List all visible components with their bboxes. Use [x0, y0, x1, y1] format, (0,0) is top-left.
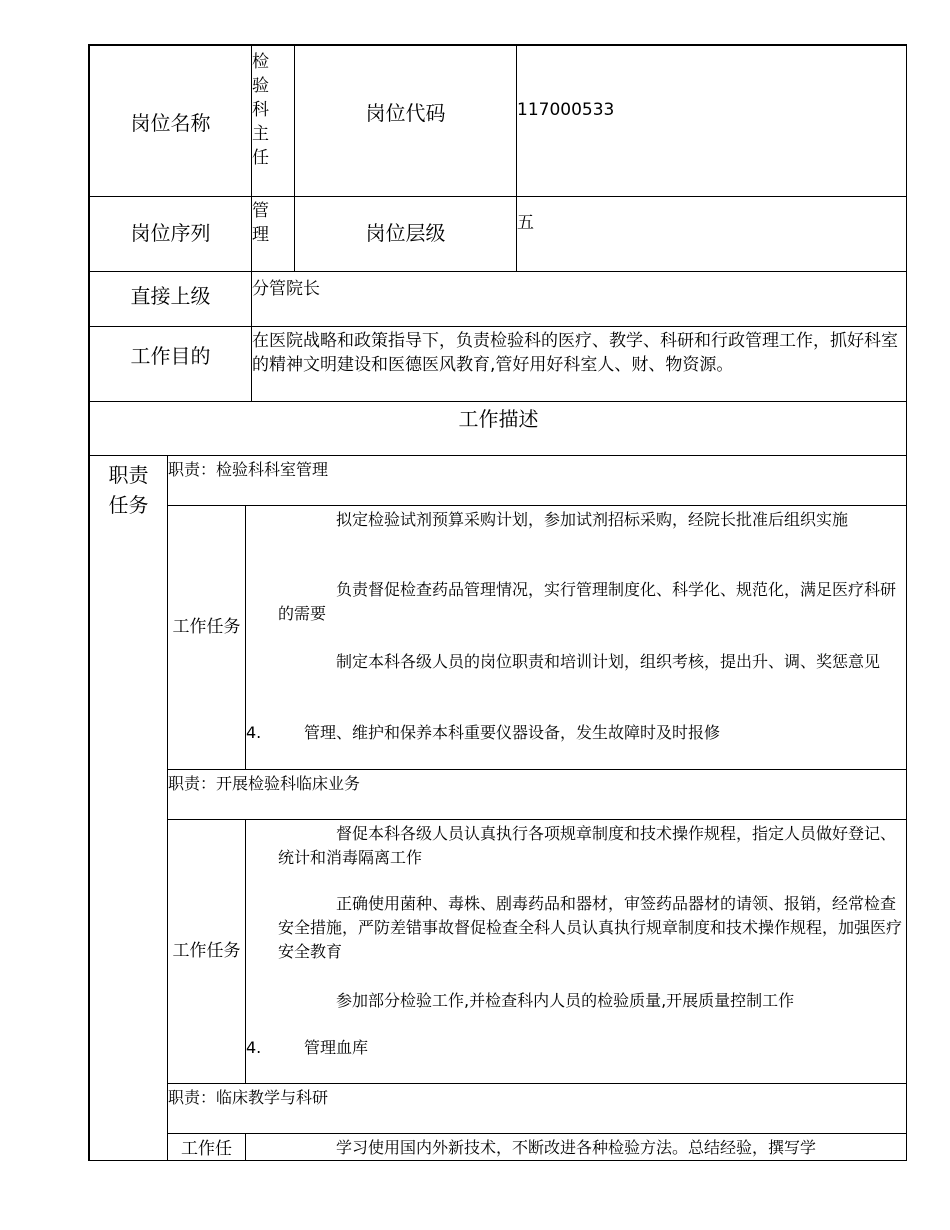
task-label: 工作任务 — [167, 819, 246, 1084]
duties-column — [89, 455, 168, 1161]
task-label-text: 工作任 — [181, 1139, 232, 1159]
task-item — [246, 1036, 902, 1060]
task-item — [278, 822, 902, 870]
task-label: 工作任务 — [167, 505, 246, 770]
task-item — [278, 1136, 902, 1160]
task-item — [278, 508, 902, 532]
task-list — [245, 1133, 907, 1161]
task-text: 负责督促检查药品管理情况，实行管理制度化、科学化、规范化，满足医疗科研的需要 — [278, 580, 897, 623]
purpose-label: 工作目的 — [89, 326, 252, 402]
position-code-label: 岗位代码 — [294, 45, 517, 197]
responsibility-title: 职责：开展检验科临床业务 — [167, 769, 907, 820]
task-text: 正确使用菌种、毒株、剧毒药品和器材，审签药品器材的请领、报销，经常检查安全措施，严防差错事故督促检查全科人员认真执行规章制度和技术操作规程，加强医疗安全教育 — [278, 894, 903, 961]
superior-value: 分管院长 — [251, 271, 907, 327]
task-number: 4. — [246, 1038, 262, 1057]
task-item — [278, 989, 902, 1013]
position-level-label: 岗位层级 — [294, 196, 517, 272]
task-text: 督促本科各级人员认真执行各项规章制度和技术操作规程，指定人员做好登记、统计和消毒隔离工作 — [278, 824, 897, 867]
task-text: 学习使用国内外新技术，不断改进各种检验方法。总结经验，撰写学 — [336, 1138, 817, 1157]
task-text: 参加部分检验工作,并检查科内人员的检验质量,开展质量控制工作 — [336, 991, 795, 1010]
position-name-label: 岗位名称 — [89, 45, 252, 197]
task-text: 管理、维护和保养本科重要仪器设备，发生故障时及时报修 — [304, 723, 721, 742]
position-code-value: 117000533 — [516, 45, 907, 197]
task-item — [278, 578, 902, 626]
position-series-label: 岗位序列 — [89, 196, 252, 272]
superior-label: 直接上级 — [89, 271, 252, 327]
task-text: 管理血库 — [304, 1038, 369, 1057]
task-item — [278, 650, 902, 674]
position-series-value: 管理 — [251, 196, 295, 272]
task-list — [245, 819, 907, 1084]
responsibility-title: 职责：检验科科室管理 — [167, 455, 907, 506]
position-level-value: 五 — [516, 196, 907, 272]
job-description-table — [88, 44, 907, 1161]
task-item — [246, 721, 902, 745]
task-item — [278, 892, 902, 964]
purpose-value: 在医院战略和政策指导下，负责检验科的医疗、教学、科研和行政管理工作，抓好科室的精神文明建设和医德医风教育,管好用好科室人、财、物资源。 — [251, 326, 907, 402]
position-name-value: 检验科主任 — [251, 45, 295, 197]
responsibility-title: 职责：临床教学与科研 — [167, 1083, 907, 1134]
task-text: 拟定检验试剂预算采购计划，参加试剂招标采购，经院长批准后组织实施 — [336, 510, 849, 529]
task-list — [245, 505, 907, 770]
task-label — [167, 1133, 246, 1161]
duties-label: 职责任务 — [108, 463, 149, 517]
task-number: 4. — [246, 723, 262, 742]
task-text: 制定本科各级人员的岗位职责和培训计划，组织考核，提出升、调、奖惩意见 — [336, 652, 881, 671]
work-description-title: 工作描述 — [89, 401, 907, 456]
